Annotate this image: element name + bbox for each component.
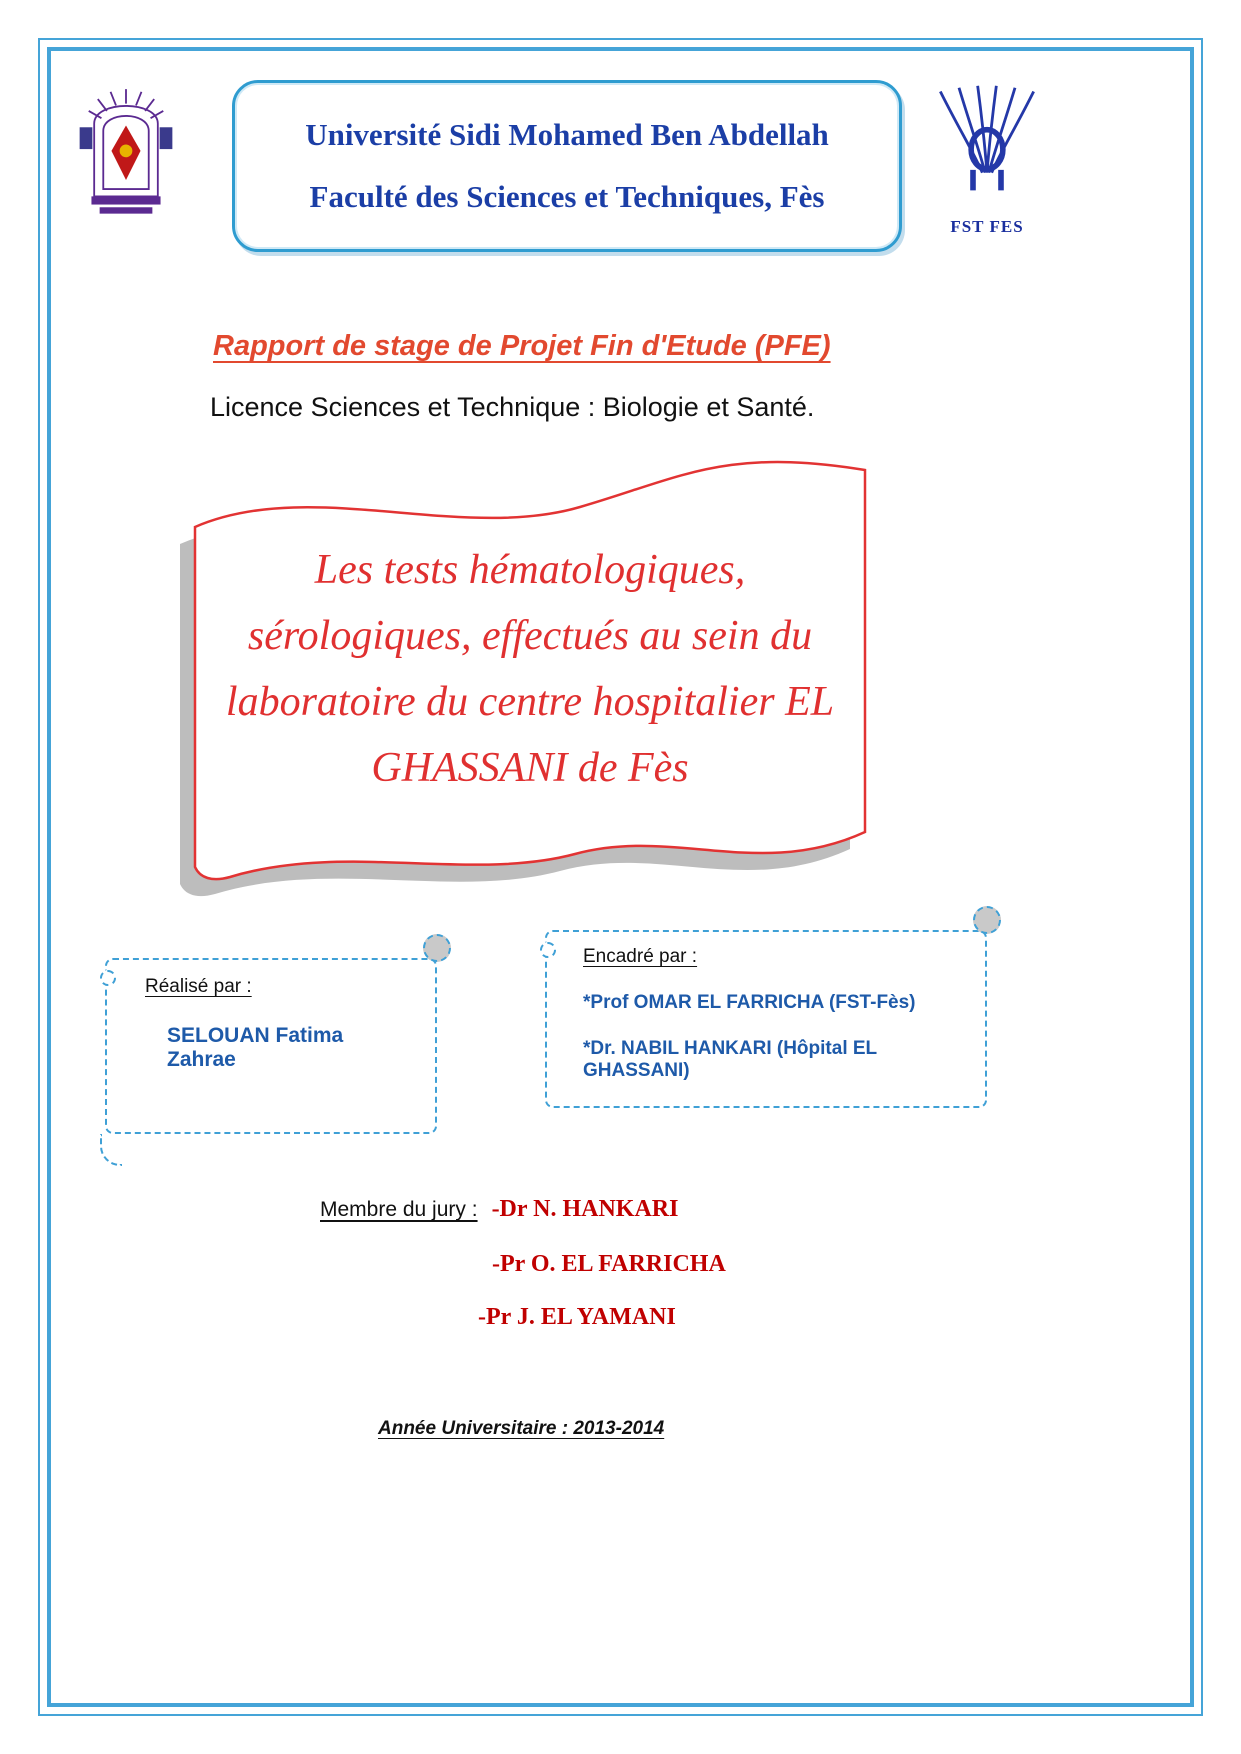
jury-member: -Pr O. EL FARRICHA — [492, 1251, 726, 1277]
jury-member: -Pr J. EL YAMANI — [478, 1304, 676, 1330]
jury-label: Membre du jury : — [320, 1198, 478, 1221]
scroll-pin-icon — [100, 970, 116, 986]
scroll-pin-icon — [973, 906, 1001, 934]
fst-logo-icon — [928, 84, 1046, 237]
program-line: Licence Sciences et Technique : Biologie et Santé. — [210, 392, 815, 422]
university-logo-icon — [76, 84, 176, 241]
scroll-pin-icon — [540, 942, 556, 958]
supervisor-name: *Dr. NABIL HANKARI (Hôpital EL GHASSANI) — [583, 1038, 877, 1081]
supervisor-name: *Prof OMAR EL FARRICHA (FST-Fès) — [583, 992, 916, 1013]
realise-par-label: Réalisé par : — [145, 976, 252, 997]
university-header-box — [232, 80, 902, 252]
jury-member: -Dr N. HANKARI — [491, 1196, 679, 1222]
scroll-pin-icon — [423, 934, 451, 962]
academic-year: Année Universitaire : 2013-2014 — [378, 1418, 665, 1439]
report-title-line: Les tests hématologiques, — [314, 547, 746, 593]
author-name: SELOUAN Fatima Zahrae — [167, 1024, 344, 1071]
jury-section — [320, 1196, 960, 1331]
encadre-par-label: Encadré par : — [583, 946, 698, 967]
report-title-line: sérologiques, effectués au sein du — [247, 613, 813, 659]
report-title-line: GHASSANI de Fès — [371, 745, 689, 791]
title-banner — [160, 442, 905, 907]
fst-logo-caption: FST FES — [950, 217, 1024, 236]
author-box — [105, 958, 437, 1134]
report-title-line: laboratoire du centre hospitalier EL — [225, 679, 835, 725]
faculty-name: Faculté des Sciences et Techniques, Fès — [309, 179, 825, 214]
supervisors-box — [545, 930, 987, 1108]
scroll-curl-icon — [100, 1134, 122, 1166]
university-name: Université Sidi Mohamed Ben Abdellah — [305, 117, 829, 152]
report-type-heading: Rapport de stage de Projet Fin d'Etude (PFE) — [213, 330, 831, 362]
report-title — [195, 537, 865, 801]
